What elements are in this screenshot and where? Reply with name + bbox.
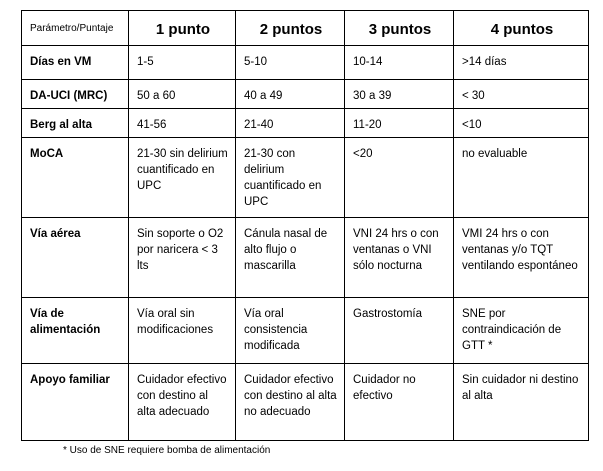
header-3-puntos: 3 puntos: [345, 11, 454, 46]
table-cell: Gastrostomía: [345, 298, 454, 364]
table-cell: 41-56: [129, 109, 236, 138]
table-cell: 21-40: [236, 109, 345, 138]
table-row: [22, 298, 589, 364]
scoring-table: [21, 10, 589, 441]
table-cell: Sin soporte o O2 por naricera < 3 lts: [129, 218, 236, 298]
header-2-puntos: 2 puntos: [236, 11, 345, 46]
table-cell: Cánula nasal de alto flujo o mascarilla: [236, 218, 345, 298]
table-cell: < 30: [454, 80, 589, 109]
row-label: Días en VM: [22, 46, 129, 80]
table-cell: Cuidador no efectivo: [345, 364, 454, 441]
footnote: * Uso de SNE requiere bomba de alimentación: [63, 445, 271, 456]
header-1-punto: 1 punto: [129, 11, 236, 46]
table-row: [22, 364, 589, 441]
table-cell: 11-20: [345, 109, 454, 138]
table-row: [22, 46, 589, 80]
table-cell: VMI 24 hrs o con ventanas y/o TQT ventilando espontáneo: [454, 218, 589, 298]
table-row: [22, 109, 589, 138]
table-cell: 50 a 60: [129, 80, 236, 109]
table-cell: >14 días: [454, 46, 589, 80]
row-label: Apoyo familiar: [22, 364, 129, 441]
table-cell: <10: [454, 109, 589, 138]
table-cell: 5-10: [236, 46, 345, 80]
table-cell: 21-30 sin delirium cuantificado en UPC: [129, 138, 236, 218]
table-cell: 30 a 39: [345, 80, 454, 109]
table-cell: Vía oral consistencia modificada: [236, 298, 345, 364]
table-cell: 1-5: [129, 46, 236, 80]
row-label: MoCA: [22, 138, 129, 218]
table-cell: SNE por contraindicación de GTT *: [454, 298, 589, 364]
table-cell: 40 a 49: [236, 80, 345, 109]
header-4-puntos: 4 puntos: [454, 11, 589, 46]
header-parameter: Parámetro/Puntaje: [22, 11, 129, 46]
table-cell: Vía oral sin modificaciones: [129, 298, 236, 364]
table-cell: <20: [345, 138, 454, 218]
row-label: Vía de alimentación: [22, 298, 129, 364]
table-cell: Sin cuidador ni destino al alta: [454, 364, 589, 441]
table-cell: 21-30 con delirium cuantificado en UPC: [236, 138, 345, 218]
table-row: [22, 80, 589, 109]
table-cell: no evaluable: [454, 138, 589, 218]
table-cell: 10-14: [345, 46, 454, 80]
table-row: [22, 138, 589, 218]
table-cell: Cuidador efectivo con destino al alta no adecuado: [236, 364, 345, 441]
row-label: DA-UCI (MRC): [22, 80, 129, 109]
table-cell: VNI 24 hrs o con ventanas o VNI sólo nocturna: [345, 218, 454, 298]
row-label: Vía aérea: [22, 218, 129, 298]
table-row: [22, 218, 589, 298]
table-header-row: [22, 11, 589, 46]
row-label: Berg al alta: [22, 109, 129, 138]
table-cell: Cuidador efectivo con destino al alta adecuado: [129, 364, 236, 441]
